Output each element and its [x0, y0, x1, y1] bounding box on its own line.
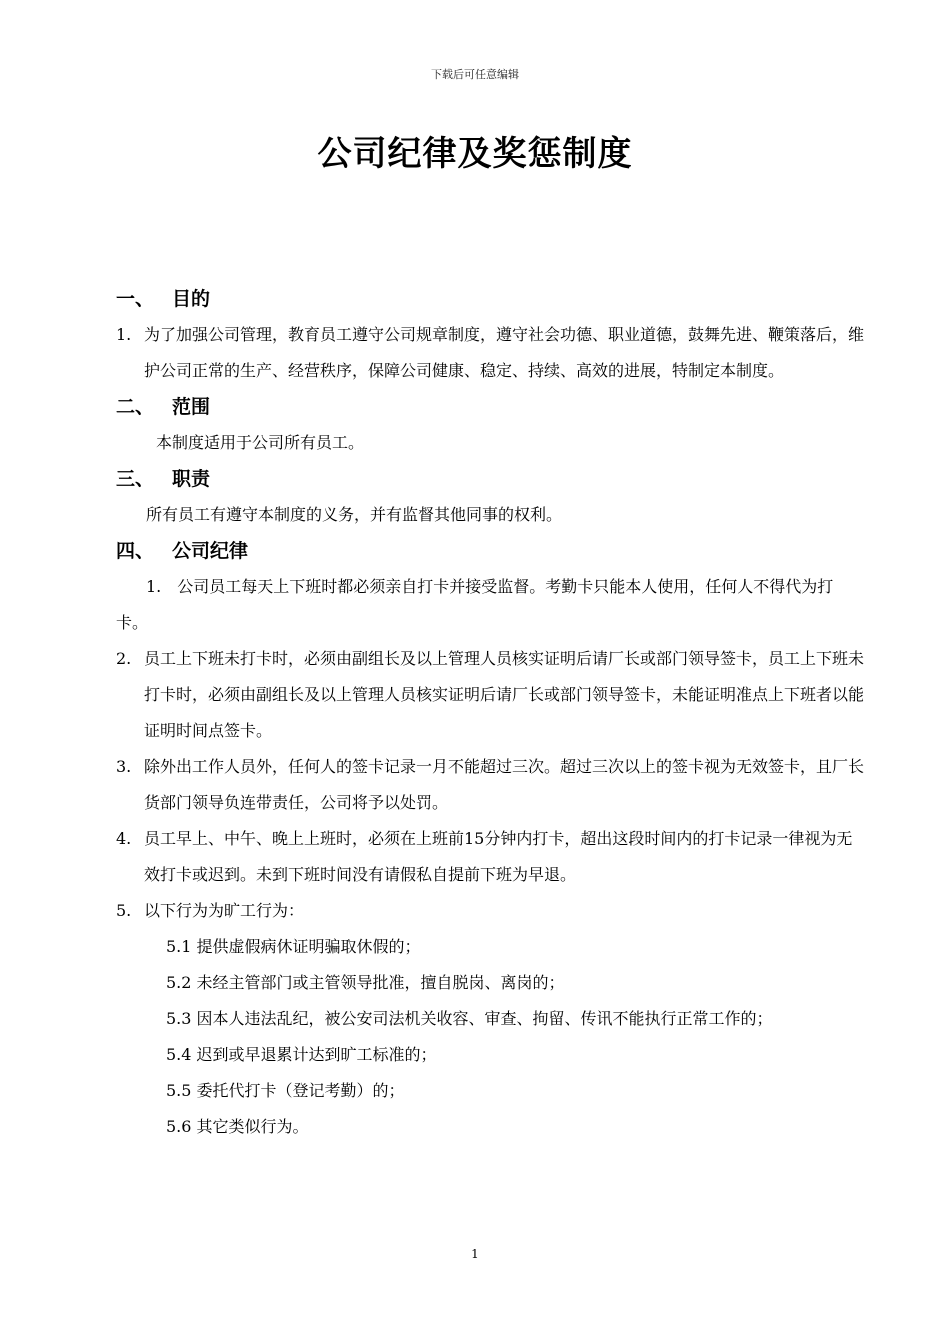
section-heading-scope	[116, 389, 864, 425]
item-text: 以下行为为旷工行为：	[144, 901, 305, 920]
page-number: 1	[471, 1247, 479, 1261]
section-title: 职责	[172, 468, 211, 490]
item-text: 员工上下班未打卡时，必须由副组长及以上管理人员核实证明后请厂长或部门领导签卡，员工上下班未打卡时，必须由副组长及以上管理人员核实证明后请厂长或部门领导签卡，未能证明准点上下班者以能证明时间点签卡。	[144, 649, 865, 740]
item-number: 3.	[116, 757, 132, 776]
item-number: 5.	[116, 901, 132, 920]
sub-item: 5.2 未经主管部门或主管领导批准，擅自脱岗、离岗的；	[166, 973, 565, 992]
item-text: 为了加强公司管理，教育员工遵守公司规章制度，遵守社会功德、职业道德，鼓舞先进、鞭策落后，维护公司正常的生产、经营秩序，保障公司健康、稳定、持续、高效的进展，特制定本制度。	[144, 325, 865, 380]
item-number: 1.	[116, 325, 132, 344]
list-item	[116, 821, 864, 893]
sub-item: 5.4 迟到或早退累计达到旷工标准的；	[166, 1045, 437, 1064]
item-text: 除外出工作人员外，任何人的签卡记录一月不能超过三次。超过三次以上的签卡视为无效签卡，且厂长货部门领导负连带责任，公司将予以处罚。	[144, 757, 865, 812]
list-item	[116, 317, 864, 389]
sub-item: 5.1 提供虚假病休证明骗取休假的；	[166, 937, 421, 956]
section-title: 公司纪律	[172, 540, 249, 562]
section-heading-duties	[116, 461, 864, 497]
section-number: 二、	[116, 396, 155, 418]
section-title: 目的	[172, 288, 211, 310]
section-number: 三、	[116, 468, 155, 490]
item-number: 4.	[116, 829, 132, 848]
list-item	[116, 749, 864, 821]
list-item	[116, 893, 864, 929]
item-text: 员工早上、中午、晚上上班时，必须在上班前15分钟内打卡，超出这段时间内的打卡记录一律视为无效打卡或迟到。未到下班时间没有请假私自提前下班为早退。	[144, 829, 853, 884]
section-heading-purpose	[116, 281, 864, 317]
section-heading-discipline	[116, 533, 864, 569]
section-number: 一、	[116, 288, 155, 310]
sub-item: 5.6 其它类似行为。	[166, 1117, 309, 1136]
item-number: 2.	[116, 649, 132, 668]
sub-item: 5.5 委托代打卡（登记考勤）的；	[166, 1081, 405, 1100]
sub-item: 5.3 因本人违法乱纪，被公安司法机关收容、审查、拘留、传讯不能执行正常工作的；	[166, 1009, 773, 1028]
section-number: 四、	[116, 540, 155, 562]
list-item: 1. 公司员工每天上下班时都必须亲自打卡并接受监督。考勤卡只能本人使用，任何人不得代为打卡。	[116, 577, 834, 632]
header-note: 下载后可任意编辑	[431, 68, 519, 81]
document-title: 公司纪律及奖惩制度	[317, 134, 633, 174]
section-title: 范围	[172, 396, 211, 418]
list-item	[116, 641, 864, 749]
section-text: 所有员工有遵守本制度的义务，并有监督其他同事的权利。	[146, 505, 563, 524]
document-body	[116, 281, 864, 1145]
section-text: 本制度适用于公司所有员工。	[156, 433, 365, 452]
